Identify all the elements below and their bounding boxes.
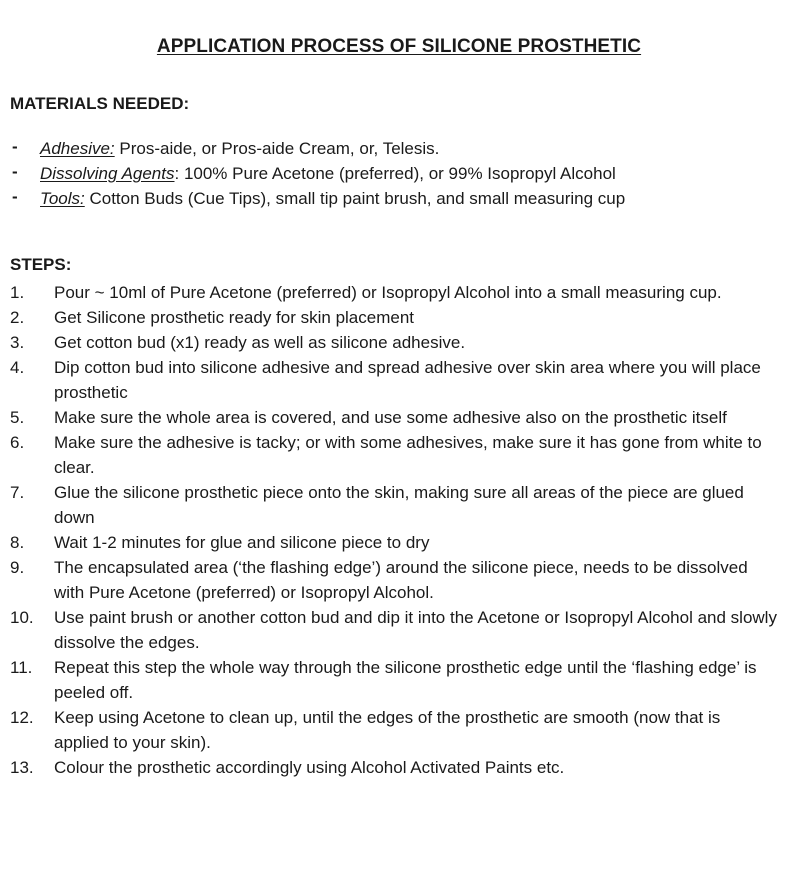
material-item-tools <box>10 186 782 211</box>
step-number: 7. <box>10 483 25 502</box>
step-text: Make sure the whole area is covered, and use some adhesive also on the prosthetic itself <box>54 408 727 427</box>
step-item <box>10 605 782 655</box>
step-number: 3. <box>10 333 25 352</box>
step-number: 5. <box>10 408 25 427</box>
steps-list <box>10 280 782 780</box>
material-label: Tools: <box>40 189 85 208</box>
bullet-dash: - <box>12 137 18 156</box>
step-number: 9. <box>10 558 25 577</box>
document-title: APPLICATION PROCESS OF SILICONE PROSTHETIC <box>156 36 642 57</box>
material-label: Dissolving Agents <box>40 164 175 183</box>
step-text: Get Silicone prosthetic ready for skin placement <box>54 308 415 327</box>
step-text: Glue the silicone prosthetic piece onto the skin, making sure all areas of the piece are glued down <box>54 483 744 527</box>
step-number: 11. <box>10 658 33 677</box>
step-item <box>10 430 782 480</box>
step-text: Pour ~ 10ml of Pure Acetone (preferred) or Isopropyl Alcohol into a small measuring cup. <box>54 283 722 302</box>
step-text: Repeat this step the whole way through the silicone prosthetic edge until the ‘flashing edge’ is peeled off. <box>54 658 757 702</box>
material-text: : 100% Pure Acetone (preferred), or 99% Isopropyl Alcohol <box>174 164 616 183</box>
material-item-dissolving-agents <box>10 161 782 186</box>
step-number: 1. <box>10 283 25 302</box>
step-item <box>10 705 782 755</box>
material-text: Cotton Buds (Cue Tips), small tip paint brush, and small measuring cup <box>84 189 626 208</box>
step-text: The encapsulated area (‘the flashing edge’) around the silicone piece, needs to be dissolved with Pure Acetone (preferred) or Isopropyl Alcohol. <box>54 558 748 602</box>
bullet-dash: - <box>12 162 18 181</box>
step-item <box>10 355 782 405</box>
step-item <box>10 555 782 605</box>
step-item <box>10 405 782 430</box>
materials-heading: MATERIALS NEEDED: <box>10 94 190 113</box>
step-number: 10. <box>10 608 34 627</box>
step-item <box>10 655 782 705</box>
step-text: Use paint brush or another cotton bud and dip it into the Acetone or Isopropyl Alcohol and slowly dissolve the edges. <box>54 608 777 652</box>
step-text: Make sure the adhesive is tacky; or with some adhesives, make sure it has gone from white to clear. <box>54 433 762 477</box>
step-number: 4. <box>10 358 25 377</box>
step-number: 6. <box>10 433 25 452</box>
step-text: Wait 1-2 minutes for glue and silicone piece to dry <box>54 533 430 552</box>
step-text: Dip cotton bud into silicone adhesive and spread adhesive over skin area where you will place prosthetic <box>54 358 761 402</box>
materials-list <box>10 136 782 211</box>
steps-heading: STEPS: <box>10 255 72 274</box>
step-item <box>10 480 782 530</box>
step-item <box>10 305 782 330</box>
step-number: 2. <box>10 308 25 327</box>
material-item-adhesive <box>10 136 782 161</box>
step-text: Colour the prosthetic accordingly using Alcohol Activated Paints etc. <box>54 758 565 777</box>
material-label: Adhesive: <box>40 139 115 158</box>
step-text: Get cotton bud (x1) ready as well as silicone adhesive. <box>54 333 466 352</box>
step-item <box>10 330 782 355</box>
step-number: 8. <box>10 533 25 552</box>
bullet-dash: - <box>12 187 18 206</box>
step-item <box>10 280 782 305</box>
step-number: 12. <box>10 708 34 727</box>
step-item <box>10 755 782 780</box>
step-item <box>10 530 782 555</box>
step-number: 13. <box>10 758 34 777</box>
step-text: Keep using Acetone to clean up, until the edges of the prosthetic are smooth (now that is applied to your skin). <box>54 708 721 752</box>
material-text: Pros-aide, or Pros-aide Cream, or, Telesis. <box>114 139 440 158</box>
